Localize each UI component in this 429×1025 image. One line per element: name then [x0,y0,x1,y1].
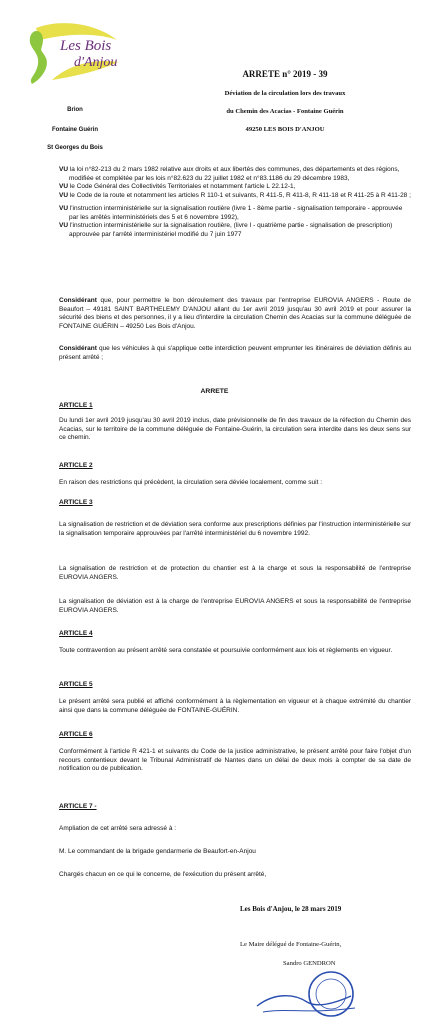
vu-item: VU le Code de la route et notamment les articles R 110-1 et suivants, R 411-5, R 411-8, R 411-18 et R 411-25 à R 411-28 ; [59,191,411,199]
considerant-2: Considérant que les véhicules à qui s'applique cette interdiction peuvent emprunter les itinéraires de déviation définis au présent arrêté ; [59,345,411,361]
article-4-text: Toute contravention au présent arrêté sera constatée et poursuivie conformément aux lois et règlements en vigueur. [59,647,393,654]
article-7-title: ARTICLE 7 - [59,803,97,810]
article-2-text: En raison des restrictions qui précèdent, la circulation sera déviée localement, comme suit : [59,479,323,486]
article-5-title: ARTICLE 5 [59,681,93,688]
vu-item: VU la loi n°82-213 du 2 mars 1982 relative aux droits et aux libertés des communes, des départements et des régions, modifiée et complétée par les lois n°82.623 du 22 juillet 1982 et n°83.1186 du 29 décembre 1983, [59,166,400,182]
vu-item: VU l'instruction interministérielle sur la signalisation routière, (livre I - quatrième partie - signalisation de prescription) approuvée par l'arrêté interministériel modifié du 7 juin 1977 [59,222,393,239]
subtitle-3: 49250 LES BOIS D'ANJOU [245,126,325,133]
article-7-text-2: M. Le commandant de la brigade gendarmerie de Beaufort-en-Anjou [59,848,256,855]
vu-list [59,166,411,240]
article-2-title: ARTICLE 2 [59,462,93,469]
commune-fontaine-guerin: Fontaine Guérin [51,127,98,133]
article-3-text-2: La signalisation de restriction et de protection du chantier est à la charge et sous la responsabilité de l'entreprise EUROVIA ANGERS. [59,565,411,581]
subtitle-2: du Chemin des Acacias - Fontaine Guérin [226,108,344,115]
subtitle-1: Déviation de la circulation lors des travaux [224,90,346,97]
official-stamp [255,964,365,1020]
article-3-text-3: La signalisation de déviation est à la charge de l'entreprise EUROVIA ANGERS et sous la responsabilité de l'entreprise EUROVIA ANGERS. [59,598,411,614]
vu-item: VU l'instruction interministérielle sur la signalisation routière (livre 1 - 8ème partie - signalisation temporaire - approuvée par les arrêtés interministériels des 5 et 6 novembre 1992), [59,205,403,221]
article-7-text-1: Ampliation de cet arrêté sera adressé à : [59,825,177,832]
page-title: ARRETE n° 2019 - 39 [242,69,328,79]
article-7-text-3: Chargés chacun en ce qui le concerne, de l'exécution du présent arrêté, [59,871,267,878]
logo [22,18,122,88]
logo-text-1: Les Bois [60,38,112,54]
signatory-name: Sandro GENDRON [283,960,336,967]
commune-st-georges: St Georges du Bois [47,145,103,151]
commune-brion: Brion [67,107,83,113]
article-4-title: ARTICLE 4 [59,630,93,637]
article-5-text: Le présent arrêté sera publié et affiché conformément à la règlementation en vigueur et à chaque extrémité du chantier ainsi que dans la commune déléguée de FONTAINE-GUÉRIN. [59,698,411,714]
article-1-title: ARTICLE 1 [59,402,93,409]
logo-text-2: d'Anjou [74,55,118,70]
signatory-role: Le Maire délégué de Fontaine-Guérin, [240,941,342,948]
considerant-1: Considérant que, pour permettre le bon déroulement des travaux par l'entreprise EUROVIA ANGERS - Route de Beaufort – 49181 SAINT BARTHELEMY D'ANJOU allant du 1er avril 2019 jusqu'au 30 avril 2019 et pour assurer la sécurité des biens et des personnes, il y a lieu d'interdire la circulation Chemin des Acacias sur la commune déléguée de FONTAINE GUÉRIN – 49250 Les Bois d'Anjou. [59,297,411,330]
arrete-heading: ARRETE [200,388,229,395]
date-place: Les Bois d'Anjou, le 28 mars 2019 [240,905,342,913]
article-3-title: ARTICLE 3 [59,499,93,506]
article-3-text-1: La signalisation de restriction et de déviation sera conforme aux prescriptions définies par l'instruction interministérielle sur la signalisation temporaire approuvées par l'arrêté interministériel du 6 novembre 1992. [59,521,411,537]
article-6-title: ARTICLE 6 [59,731,93,738]
article-6-text: Conformément à l'article R 421-1 et suivants du Code de la justice administrative, le présent arrêté pour faire l'objet d'un recours contentieux devant le Tribunal Administratif de Nantes dans un délai de deux mois à compter de sa date de notification ou de publication. [59,748,411,773]
article-1-text: Du lundi 1er avril 2019 jusqu'au 30 avril 2019 inclus, date prévisionnelle de fin des travaux de la réfection du Chemin des Acacias, sur le territoire de la commune déléguée de Fontaine-Guérin, la circulation sera interdite dans les deux sens sur ce chemin. [59,417,411,442]
vu-item: VU le Code Général des Collectivités Territoriales et notamment l'article L 22.12-1, [59,183,296,191]
